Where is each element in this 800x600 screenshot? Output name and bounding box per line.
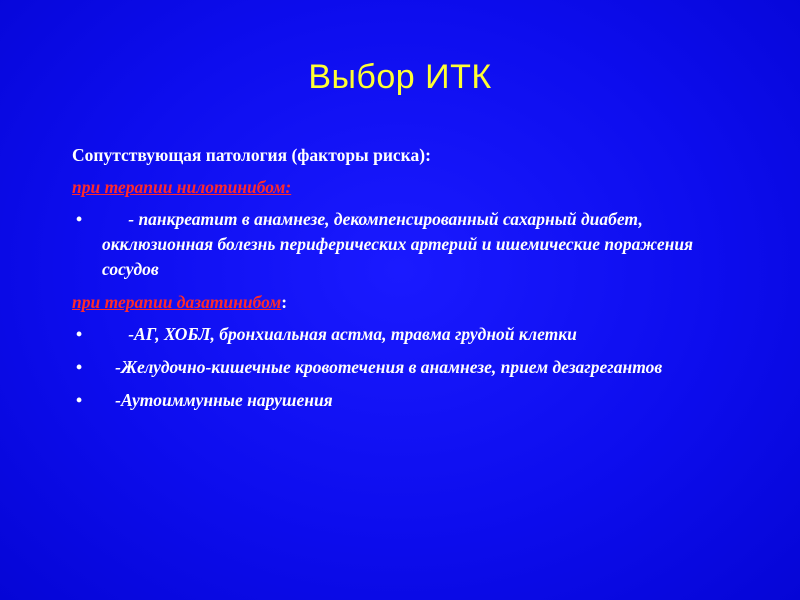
dasatinib-therapy-label[interactable]: при терапии дазатинибом: xyxy=(72,292,288,312)
bullet-icon: • xyxy=(76,357,83,377)
list-item-text: -Желудочно-кишечные кровотечения в анамнезе, прием дезагрегантов xyxy=(102,357,663,377)
list-item xyxy=(72,322,732,347)
dasatinib-link[interactable]: при терапии дазатинибом xyxy=(72,292,282,312)
nilotinib-link[interactable]: при терапии нилотинибом: xyxy=(72,177,292,197)
nilotinib-therapy-label[interactable] xyxy=(72,175,732,200)
bullet-icon: • xyxy=(76,324,83,344)
list-item-text: -Аутоиммунные нарушения xyxy=(102,390,333,410)
risk-factors-heading: Сопутствующая патология (факторы риска): xyxy=(72,145,431,165)
list-item-text: -АГ, ХОБЛ, бронхиальная астма, травма грудной клетки xyxy=(102,324,577,344)
bullet-icon: • xyxy=(76,209,83,229)
list-item-text: - панкреатит в анамнезе, декомпенсированный сахарный диабет, окклюзионная болезнь периферических артерий и ишемические поражения сосудов xyxy=(102,209,698,279)
bullet-icon: • xyxy=(76,390,83,410)
slide-body xyxy=(72,143,732,421)
list-item xyxy=(72,207,732,282)
list-item xyxy=(72,355,732,380)
slide-title: Выбор ИТК xyxy=(308,58,492,96)
list-item xyxy=(72,388,732,413)
